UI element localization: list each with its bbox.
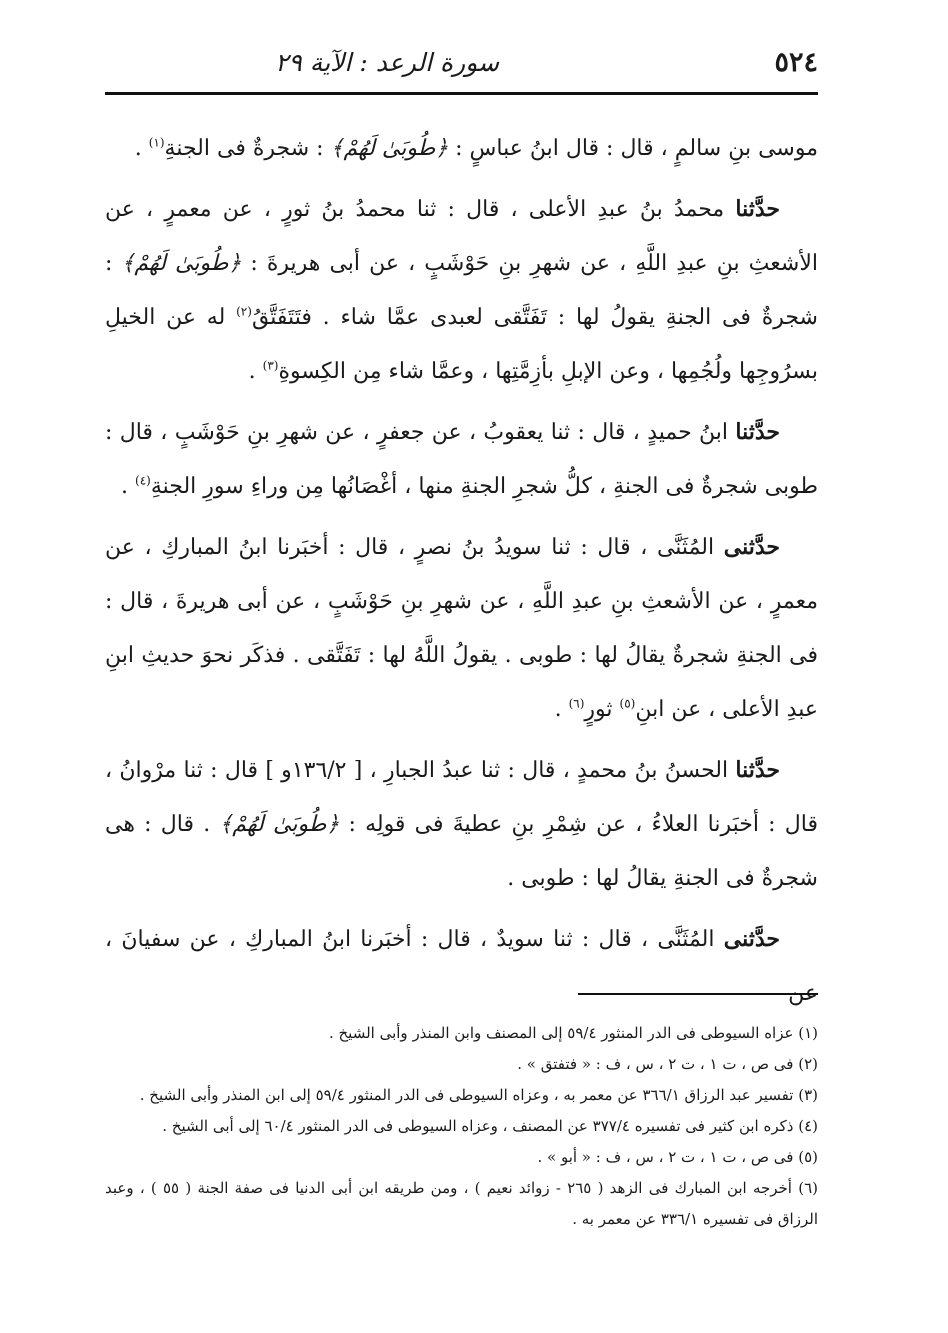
header-rule	[105, 92, 818, 95]
text-run: : شجرةٌ فى الجنةِ	[164, 136, 331, 161]
footnote-marker: (١)	[148, 135, 165, 150]
footnote-separator	[578, 993, 818, 995]
footnote-1: (١) عزاه السيوطى فى الدر المنثور ٥٩/٤ إلى المصنف وابن المنذر وأبى الشيخ .	[328, 1024, 818, 1042]
footnote-6: (٦) أخرجه ابن المبارك فى الزهد ( ٢٦٥ - زوائد نعيم ) ، ومن طريقه ابن أبى الدنيا فى صفة الجنة ( ٥٥ ) ، وعبد الرزاق فى تفسيره ٣٣٦/١ عن معمر به .	[105, 1179, 818, 1228]
footnote-2: (٢) فى ص ، ت ١ ، ت ٢ ، س ، ف : « فتفتق » .	[517, 1055, 818, 1073]
page-header	[105, 40, 818, 84]
text-run: موسى بنِ سالمٍ ، قال : قال ابنُ عباسٍ :	[448, 136, 818, 161]
paragraph-1	[105, 122, 818, 176]
page-number: ٥٢٤	[774, 46, 818, 78]
text-run: .	[248, 359, 263, 384]
paragraph-5	[105, 743, 818, 906]
narration-lead: حدَّثنى	[723, 926, 780, 952]
main-text	[105, 122, 818, 1027]
text-run: . قال : هى شجرةٌ فى الجنةِ يقالُ لها : طوبى .	[105, 812, 818, 891]
text-run: المُثَنَّى ، قال : ثنا سويدٌ ، قال : أخبَرنا ابنُ المباركِ ، عن سفيانَ ، عن	[105, 927, 818, 1006]
text-run: محمدُ بنُ عبدِ الأعلى ، قال : ثنا محمدُ بنُ ثورٍ ، عن معمرٍ ، عن الأشعثِ بنِ عبدِ اللَّهِ ، عن شهرِ بنِ حَوْشَبٍ ، عن أبى هريرةَ :	[105, 197, 818, 276]
running-title: سورة الرعد : الآية ٢٩	[275, 47, 500, 77]
paragraph-4	[105, 520, 818, 737]
quran-quote: ﴿طُوبَىٰ لَهُمْ﴾	[219, 812, 340, 837]
text-run: له عن الخيلِ بسرُوجِها ولُجُمِها ، وعن الإبلِ بأزِمَّتِها ، وعمَّا شاء مِن الكِسوةِ	[105, 305, 818, 384]
text-run: ابنُ حميدٍ ، قال : ثنا يعقوبُ ، عن جعفرٍ ، عن شهرِ بنِ حَوْشَبٍ ، قال : طوبى شجرةٌ فى الجنةِ ، كلُّ شجرِ الجنةِ منها ، أغْصَانُها مِن وراءِ سورِ الجنةِ	[105, 420, 818, 499]
quran-quote: ﴿طُوبَىٰ لَهُمْ﴾	[121, 251, 242, 276]
text-run: .	[134, 136, 149, 161]
text-run: : شجرةٌ فى الجنةِ يقولُ لها : تَفَتَّقى لعبدى عمَّا شاء . فتَتَفَتَّقُ	[105, 251, 818, 330]
footnotes	[105, 1018, 818, 1235]
text-run: .	[121, 474, 136, 499]
narration-lead: حدَّثنى	[723, 534, 780, 560]
footnote-marker: (٦)	[568, 696, 585, 711]
footnote-4: (٤) ذكره ابن كثير فى تفسيره ٣٧٧/٤ عن المصنف ، وعزاه السيوطى فى الدر المنثور ٦٠/٤ إلى أبى الشيخ .	[162, 1117, 818, 1135]
paragraph-3	[105, 405, 818, 514]
narration-lead: حدَّثنا	[735, 757, 780, 783]
text-run: .	[554, 697, 569, 722]
quran-quote: ﴿طُوبَىٰ لَهُمْ﴾	[330, 136, 449, 161]
footnote-marker: (٢)	[236, 304, 252, 319]
narration-lead: حدَّثنا	[735, 419, 780, 445]
footnote-5: (٥) فى ص ، ت ١ ، ت ٢ ، س ، ف : « أبو » .	[537, 1148, 818, 1166]
text-run: المُثَنَّى ، قال : ثنا سويدُ بنُ نصرٍ ، قال : أخبَرنا ابنُ المباركِ ، عن معمرٍ ، عن الأشعثِ بنِ عبدِ اللَّهِ ، عن شهرِ بنِ حَوْشَبٍ ، عن أبى هريرةَ ، قال : فى الجنةِ شجرةٌ يقالُ لها : طوبى . يقولُ اللَّهُ لها : تَفَتَّقى . فذكَر نحوَ حديثِ ابنِ عبدِ الأعلى ، عن ابنِ	[105, 535, 818, 722]
paragraph-2	[105, 182, 818, 399]
narration-lead: حدَّثنا	[735, 196, 780, 222]
footnote-3: (٣) تفسير عبد الرزاق ٣٦٦/١ عن معمر به ، وعزاه السيوطى فى الدر المنثور ٥٩/٤ إلى ابن المنذر وأبى الشيخ .	[139, 1086, 818, 1104]
text-run: الحسنُ بنُ محمدٍ ، قال : ثنا عبدُ الجبارِ ، [ ١٣٦/٢و ] قال : ثنا مرْوانُ ، قال : أخبَرنا العلاءُ ، عن شِمْرِ بنِ عطيةَ فى قولِه :	[105, 758, 818, 837]
footnote-marker: (٤)	[135, 473, 151, 488]
paragraph-6	[105, 912, 818, 1021]
text-run: ثورٍ	[584, 697, 620, 722]
footnote-marker: (٣)	[262, 358, 279, 373]
footnote-marker: (٥)	[619, 696, 636, 711]
